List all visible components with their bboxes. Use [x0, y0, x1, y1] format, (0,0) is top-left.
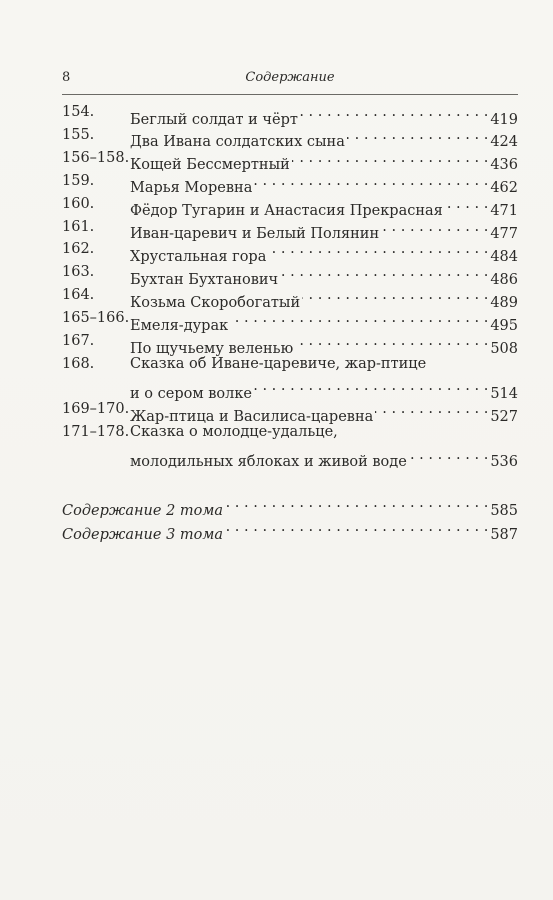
toc-entry-number: 167.: [62, 333, 95, 349]
toc-entry-number: 161.: [62, 218, 95, 235]
toc-entry-line: [130, 421, 518, 444]
toc-entry-number: 156–158.: [62, 149, 130, 166]
toc-entry-number: 171–178.: [62, 424, 130, 441]
toc-page-number: 486: [490, 271, 518, 288]
toc-entry-line: [130, 284, 518, 311]
toc-entry-number: 169–170.: [62, 401, 130, 418]
toc-entry-title: молодильных яблоках и живой воде: [130, 454, 407, 471]
toc-entry-title: Жар-птица и Василиса-царевна: [130, 408, 374, 425]
toc-entry-body: [130, 398, 518, 425]
volume-contents-entry[interactable]: [62, 516, 518, 543]
toc-entry[interactable]: [62, 261, 518, 288]
toc-page-number: 436: [490, 157, 518, 174]
toc-entry-line: [130, 444, 518, 471]
toc-entry[interactable]: [62, 284, 518, 311]
toc-entry[interactable]: [62, 147, 518, 174]
toc-entry-body: [130, 284, 518, 311]
toc-entry-body: [130, 147, 518, 174]
toc-entry-title: По щучьему веленью: [130, 340, 294, 357]
dot-leader: [254, 375, 488, 398]
toc-entry[interactable]: [62, 124, 518, 151]
toc-entry-line: [130, 375, 518, 402]
volume-contents-entry[interactable]: [62, 492, 518, 519]
toc-entry-body: [130, 170, 518, 197]
dot-leader: [445, 193, 489, 216]
volume-contents-label: Содержание 2 тома: [62, 502, 224, 519]
toc-entry-body: [130, 101, 518, 128]
dot-leader: [254, 170, 488, 193]
toc-entry-title: Фёдор Тугарин и Анастасия Прекрасная: [130, 203, 443, 220]
toc-entry-body: [130, 261, 518, 288]
toc-entry-body: [130, 307, 518, 334]
toc-page-number: 514: [490, 385, 518, 402]
toc-entry-title: Хрустальная гора: [130, 248, 267, 265]
dot-leader: [295, 330, 488, 353]
toc-entry-title: и о сером волке: [130, 385, 252, 402]
toc-entry-line: [130, 261, 518, 288]
dot-leader: [280, 261, 488, 284]
toc-entry-line: [130, 216, 518, 242]
toc-entry-number: 165–166.: [62, 310, 130, 327]
toc-entry-line: [130, 101, 518, 128]
toc-entry-number: 164.: [62, 287, 95, 304]
toc-entry[interactable]: [62, 353, 518, 402]
toc-entry-number: 168.: [62, 355, 95, 372]
toc-entry-line: [130, 307, 518, 334]
toc-entry-title: Марья Моревна: [130, 180, 253, 197]
dot-leader: [292, 147, 489, 170]
dot-leader: [300, 101, 488, 124]
toc-page-number: 462: [490, 180, 518, 197]
dot-leader: [225, 516, 488, 539]
toc-entry-body: [130, 216, 518, 242]
volume-contents-label: Содержание 3 тома: [62, 526, 224, 543]
toc-entry-title: Два Ивана солдатских сына: [130, 134, 345, 151]
toc-page-number: 508: [490, 340, 518, 357]
toc-entry-number: 162.: [62, 241, 95, 258]
toc-entry-body: [130, 238, 518, 265]
toc-page-number: 477: [490, 226, 518, 242]
toc-page-number: 527: [490, 408, 518, 425]
toc-entry-title: Иван-царевич и Белый Полянин: [130, 226, 380, 242]
dot-leader: [268, 238, 488, 261]
toc-entry-title: Сказка о молодце-удальце,: [130, 424, 338, 441]
toc-entry-line: [130, 238, 518, 265]
toc-entry[interactable]: [62, 101, 518, 128]
toc-entry-line: [130, 193, 518, 220]
toc-entry-line: [130, 330, 518, 357]
dot-leader: [409, 444, 489, 467]
toc-entry-title: Беглый солдат и чёрт: [130, 111, 298, 128]
toc-entry-line: [130, 353, 518, 376]
toc-entry[interactable]: [62, 330, 518, 357]
volume-contents-line: [62, 516, 518, 543]
toc-entry-number: 154.: [62, 104, 95, 120]
header-rule: [62, 94, 518, 95]
toc-entry-line: [130, 398, 518, 425]
page-number: 8: [62, 70, 71, 85]
toc-entry-body: [130, 330, 518, 357]
running-header: [62, 70, 518, 88]
toc-entry-number: 155.: [62, 126, 95, 143]
toc-entry-title: Сказка об Иване-царевиче, жар-птице: [130, 355, 427, 372]
toc-entry-title: Емеля-дурак: [130, 317, 229, 334]
toc-page-number: 424: [490, 134, 518, 151]
toc-page-number: 489: [490, 294, 518, 311]
toc-entry-title: Бухтан Бухтанович: [130, 271, 279, 288]
dot-leader: [302, 284, 488, 307]
toc-entry-number: 160.: [62, 195, 95, 212]
dot-leader: [230, 307, 488, 330]
toc-entry[interactable]: [62, 238, 518, 265]
dot-leader: [375, 398, 488, 421]
toc-page-number: 484: [490, 248, 518, 265]
volume-contents-line: [62, 492, 518, 519]
toc-page-number: 587: [490, 526, 518, 543]
toc-entry[interactable]: [62, 307, 518, 334]
dot-leader: [381, 216, 488, 239]
toc-entry[interactable]: [62, 193, 518, 220]
toc-entry[interactable]: [62, 216, 518, 242]
toc-entry-title: Кощей Бессмертный: [130, 157, 290, 174]
toc-page-number: 419: [490, 111, 518, 128]
toc-entry[interactable]: [62, 421, 518, 471]
dot-leader: [225, 492, 488, 515]
toc-page-number: 585: [490, 502, 518, 519]
running-title: Содержание: [245, 70, 335, 85]
toc-entry-body: [130, 421, 518, 471]
toc-page-number: 495: [490, 317, 518, 334]
toc-page-number: 536: [490, 454, 518, 471]
toc-entry-number: 159.: [62, 172, 95, 189]
toc-entry-body: [130, 353, 518, 402]
toc-entry-body: [130, 193, 518, 220]
toc-entry-line: [130, 124, 518, 151]
toc-entry-body: [130, 124, 518, 151]
dot-leader: [347, 124, 488, 147]
toc-entry[interactable]: [62, 170, 518, 197]
toc-entry[interactable]: [62, 398, 518, 425]
toc-entry-title: Козьма Скоробогатый: [130, 294, 301, 311]
toc-page-number: 471: [490, 203, 518, 220]
toc-entry-number: 163.: [62, 264, 95, 281]
toc-entry-line: [130, 147, 518, 174]
toc-entry-line: [130, 170, 518, 197]
